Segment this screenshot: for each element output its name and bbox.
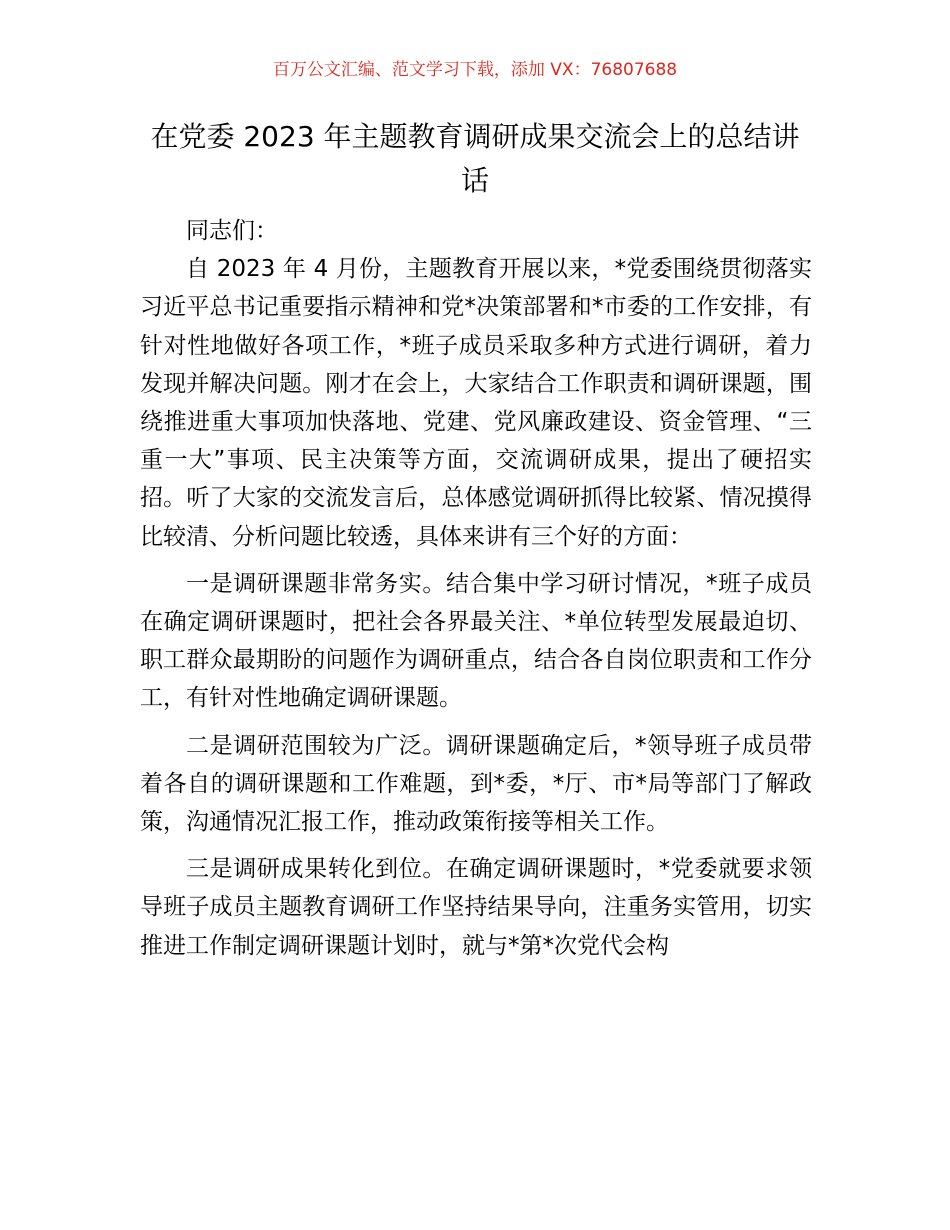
paragraph-point-two: 二是调研范围较为广泛。调研课题确定后，*领导班子成员带着各自的调研课题和工作难题，到*委，*厅、市*局等部门了解政策，沟通情况汇报工作，推动政策衔接等相关工作。: [140, 732, 812, 836]
paragraph-point-three: 三是调研成果转化到位。在确定调研课题时，*党委就要求领导班子成员主题教育调研工作坚持结果导向，注重务实管用，切实推进工作制定调研课题计划时，就与*第*次党代会构: [140, 856, 812, 959]
paragraph-intro: 自 2023 年 4 月份，主题教育开展以来，*党委围绕贯彻落实习近平总书记重要指示精神和党*决策部署和*市委的工作安排，有针对性地做好各项工作，*班子成员采取多种方式进行调研，着力发现并解决问题。刚才在会上，大家结合工作职责和调研课题，围绕推进重大事项加快落地、党建、党风廉政建设、资金管理、“三重一大”事项、民主决策等方面，交流调研成果，提出了硬招实招。听了大家的交流发言后，总体感觉调研抓得比较紧、情况摸得比较清、分析问题比较透，具体来讲有三个好的方面：: [140, 256, 812, 550]
document-title: 在党委 2023 年主题教育调研成果交流会上的总结讲话: [150, 120, 800, 197]
document-body: [140, 212, 812, 965]
watermark-header: 百万公文汇编、范文学习下载，添加 VX：76807688: [272, 60, 678, 80]
paragraph-point-one: 一是调研课题非常务实。结合集中学习研讨情况，*班子成员在确定调研课题时，把社会各界最关注、*单位转型发展最迫切、职工群众最期盼的问题作为调研重点，结合各自岗位职责和工作分工，有针对性地确定调研课题。: [140, 570, 812, 712]
greeting: 同志们：: [186, 218, 278, 244]
